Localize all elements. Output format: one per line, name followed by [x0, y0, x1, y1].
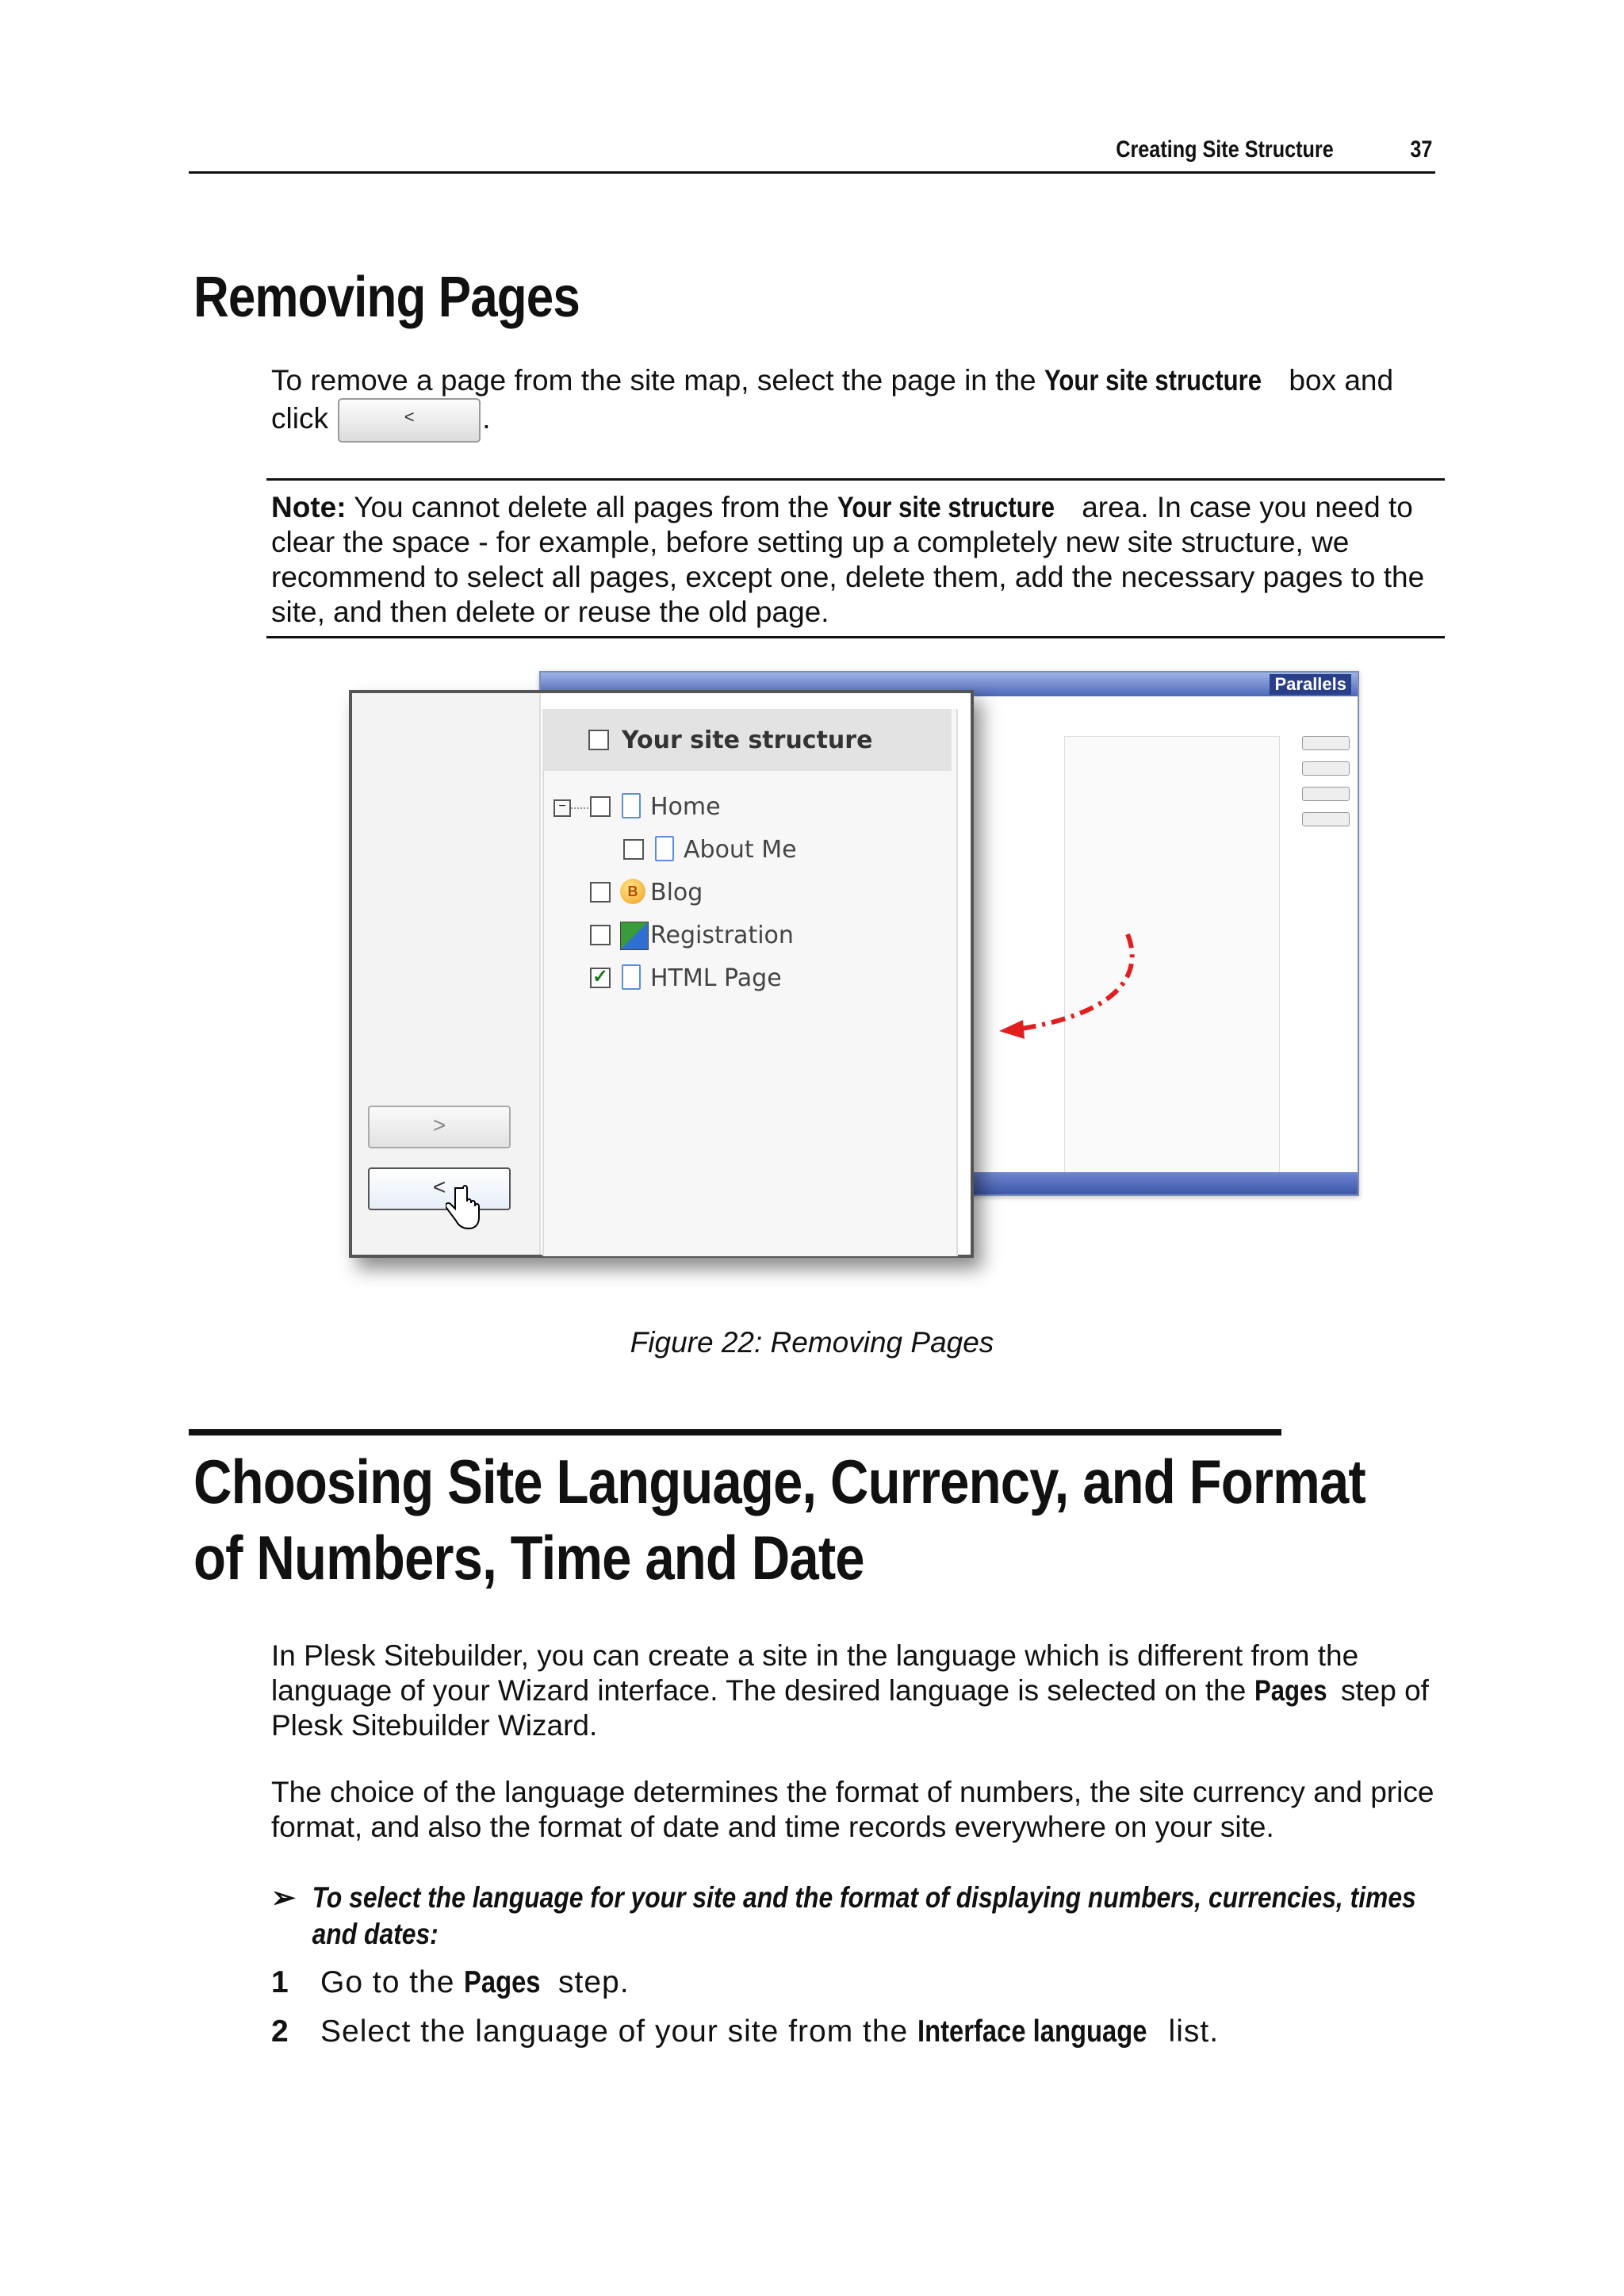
remove-instructions	[271, 363, 1429, 443]
tree-item-checkbox[interactable]	[590, 796, 611, 817]
left-pane	[352, 693, 541, 1255]
tree-item-label: Registration	[650, 922, 794, 949]
step-text-after: list.	[1159, 2014, 1220, 2049]
remove-text-1: To remove a page from the site map, select the page in the	[271, 364, 1044, 397]
tree-header-label: Your site structure	[622, 726, 873, 754]
tree-item-checkbox[interactable]	[590, 925, 611, 945]
section-heading-removing-pages: Removing Pages	[193, 266, 580, 329]
running-header-section: Creating Site Structure	[1116, 136, 1334, 163]
select-all-checkbox[interactable]	[588, 730, 609, 750]
ui-term-interface-language: Interface language	[917, 2014, 1147, 2049]
running-header	[189, 133, 1435, 174]
tree-connector	[571, 807, 588, 809]
page-icon	[655, 836, 674, 861]
collapse-icon[interactable]: −	[553, 799, 571, 817]
tree-header	[542, 709, 952, 771]
ui-term-pages: Pages	[1254, 1674, 1327, 1707]
tree-item-label: Home	[650, 793, 721, 821]
language-intro-paragraph	[271, 1639, 1437, 1743]
blog-icon: B	[620, 879, 645, 904]
zoomed-site-structure-panel	[349, 690, 974, 1258]
page-icon	[622, 793, 641, 818]
step-text-before: Select the language of your site from the	[320, 2014, 918, 2049]
procedure-step-2	[271, 2014, 1437, 2054]
tree-item-label: HTML Page	[650, 964, 782, 992]
note-label: Note:	[271, 491, 347, 523]
note-text-1: You cannot delete all pages from the	[346, 491, 837, 523]
move-right-button[interactable]: >	[368, 1106, 511, 1148]
wizard-mini-buttons	[1302, 736, 1350, 847]
step-number: 2	[271, 2014, 289, 2049]
tree-item-checkbox[interactable]	[623, 839, 644, 860]
ui-term-pages: Pages	[464, 1965, 541, 1999]
tree-item-checkbox-checked[interactable]: ✓	[590, 968, 611, 988]
section-heading-choosing-language: Choosing Site Language, Currency, and Format of Numbers, Time and Date	[193, 1447, 1365, 1593]
note-text-2: area. In case you need to clear the space - for example, before setting up a completely new site structure, we recommend to select all pages, except one, delete them, add the necessary pages to the site, and then delete or reuse the old page.	[271, 491, 1425, 628]
page-icon	[622, 964, 641, 990]
procedure-title	[271, 1880, 1437, 1953]
ui-term-your-site-structure: Your site structure	[1044, 364, 1262, 397]
remove-button-image: <	[338, 398, 481, 443]
remove-text-3: .	[482, 401, 491, 435]
step-text	[320, 2014, 1219, 2049]
note-box	[266, 478, 1445, 638]
procedure-step-1	[271, 1965, 1437, 2005]
figure-removing-pages	[341, 666, 1372, 1285]
move-left-button[interactable]: <	[368, 1167, 511, 1210]
section-rule	[189, 1429, 1281, 1435]
arrow-bullet-icon: ➢	[271, 1881, 297, 1914]
intro-text-2: step of Plesk Sitebuilder Wizard.	[271, 1674, 1429, 1742]
parallels-logo: Parallels	[1270, 674, 1351, 695]
remove-text-2: box and click	[271, 364, 1394, 435]
step-text-before: Go to the	[320, 1965, 465, 1999]
step-text	[320, 1965, 630, 2000]
registration-icon	[620, 922, 649, 950]
red-arrow-icon	[985, 926, 1143, 1045]
page-number: 37	[1409, 136, 1432, 163]
tree-item-label: Blog	[650, 879, 703, 907]
hand-cursor-icon	[446, 1185, 481, 1231]
language-choice-paragraph: The choice of the language determines the format of numbers, the site currency and price format, and also the format of date and time records everywhere on your site.	[271, 1776, 1434, 1843]
tree-item-label: About Me	[684, 836, 797, 864]
step-text-after: step.	[549, 1965, 630, 1999]
intro-text-1: In Plesk Sitebuilder, you can create a site in the language which is different from the language of your Wizard interface. The desired language is selected on the	[271, 1639, 1359, 1707]
procedure-title-text: To select the language for your site and the format of displaying numbers, currencies, times and dates:	[312, 1881, 1416, 1950]
tree-item-checkbox[interactable]	[590, 882, 611, 903]
note-ui-term: Your site structure	[837, 491, 1055, 523]
figure-caption: Figure 22: Removing Pages	[630, 1326, 994, 1359]
step-number: 1	[271, 1965, 289, 1999]
